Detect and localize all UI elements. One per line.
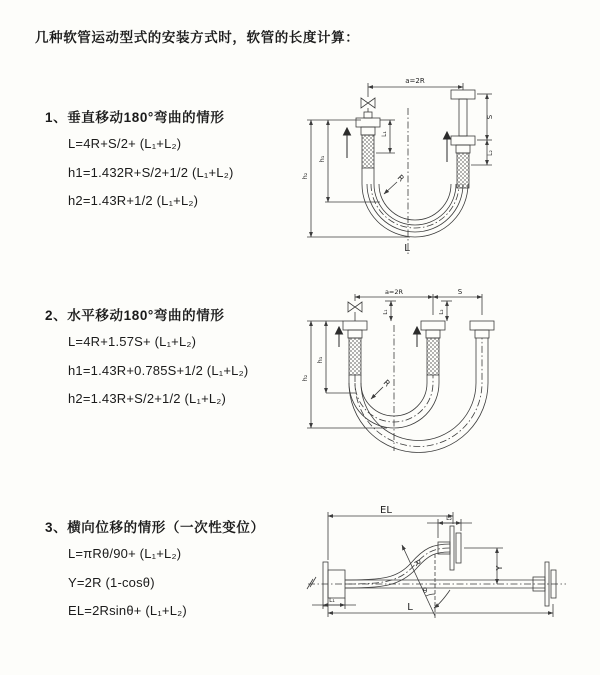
label-l1: L₁ bbox=[329, 597, 335, 604]
diagram-vertical-180-bend bbox=[295, 70, 585, 260]
braided-hose-section bbox=[457, 153, 469, 188]
middle-fitting bbox=[421, 321, 445, 375]
formula-l: L=4R+S/2+ (L₁+L₂) bbox=[68, 136, 182, 151]
valve-icon bbox=[348, 302, 362, 312]
formula-el: EL=2Rsinθ+ (L₁+L₂) bbox=[68, 603, 187, 618]
formula-y: Y=2R (1-cosθ) bbox=[68, 574, 155, 590]
label-a2r: a=2R bbox=[384, 288, 404, 296]
hose-outline bbox=[345, 544, 450, 580]
label-r: R bbox=[381, 378, 392, 389]
hose-outline-shifted bbox=[379, 184, 451, 220]
left-fitting bbox=[356, 112, 380, 168]
braided-hose-section bbox=[362, 135, 374, 168]
label-l: L bbox=[407, 602, 413, 613]
angle-arrow bbox=[434, 590, 450, 608]
label-l1: L₁ bbox=[381, 131, 388, 137]
label-s: S bbox=[457, 288, 463, 296]
diagram-horizontal-180-bend bbox=[295, 283, 585, 463]
label-h2: h₂ bbox=[301, 172, 309, 180]
label-r: R bbox=[395, 173, 406, 184]
section-3-heading: 3、横向位移的情形（一次性变位） bbox=[45, 520, 265, 535]
hose-outline bbox=[374, 168, 456, 225]
diagram-lateral-displacement bbox=[298, 498, 588, 668]
right-fitting-shifted bbox=[470, 321, 494, 338]
label-r: R bbox=[411, 558, 423, 568]
label-el: EL bbox=[380, 505, 392, 516]
label-h2: h₂ bbox=[301, 374, 309, 382]
break-mark bbox=[307, 577, 316, 589]
section-lateral-displacement bbox=[45, 516, 265, 626]
radius-leader bbox=[384, 182, 397, 194]
braided-hose-section bbox=[349, 338, 361, 375]
formula-h2: h2=1.43R+S/2+1/2 (L₁+L₂) bbox=[68, 391, 227, 406]
formula-h1: h1=1.432R+S/2+1/2 (L₁+L₂) bbox=[68, 164, 234, 180]
label-l2: L₂ bbox=[439, 309, 445, 315]
label-l: L bbox=[404, 243, 410, 254]
formula-l: L=πRθ/90+ (L₁+L₂) bbox=[68, 546, 182, 561]
label-l2: L₂ bbox=[446, 515, 452, 522]
hose-centerline bbox=[345, 548, 450, 584]
label-h1: h₁ bbox=[318, 155, 326, 163]
diagram-1-linework bbox=[307, 83, 492, 256]
label-a2r: a=2R bbox=[405, 77, 425, 85]
section-vertical-180 bbox=[45, 106, 234, 216]
formula-h2: h2=1.43R+1/2 (L₁+L₂) bbox=[68, 193, 199, 208]
braided-hose-section bbox=[427, 338, 439, 375]
diagram-2-linework bbox=[307, 294, 494, 453]
label-l2: L₂ bbox=[487, 150, 494, 156]
label-y: Y bbox=[495, 565, 504, 571]
label-l1: L₁ bbox=[383, 309, 389, 315]
diagram-3-linework bbox=[307, 512, 566, 620]
left-fitting bbox=[343, 321, 367, 375]
formula-h1: h1=1.43R+0.785S+1/2 (L₁+L₂) bbox=[68, 362, 249, 378]
valve-icon bbox=[361, 98, 375, 108]
label-h1: h₁ bbox=[316, 356, 324, 364]
radius-leader bbox=[371, 387, 383, 399]
right-fitting-displaced bbox=[438, 526, 461, 570]
section-2-heading: 2、水平移动180°弯曲的情形 bbox=[45, 308, 225, 323]
label-theta: θ bbox=[422, 587, 428, 595]
section-horizontal-180 bbox=[45, 304, 248, 414]
page-title: 几种软管运动型式的安装方式时，软管的长度计算： bbox=[35, 30, 360, 45]
label-s: S bbox=[486, 114, 494, 120]
formula-l: L=4R+1.57S+ (L₁+L₂) bbox=[68, 334, 197, 349]
hose-outline-shifted bbox=[349, 338, 488, 453]
section-1-heading: 1、垂直移动180°弯曲的情形 bbox=[45, 110, 225, 125]
hose-outline bbox=[345, 552, 450, 588]
hose-centerline-shifted bbox=[355, 338, 482, 447]
right-fitting bbox=[451, 90, 475, 188]
hose-centerline bbox=[371, 184, 459, 228]
